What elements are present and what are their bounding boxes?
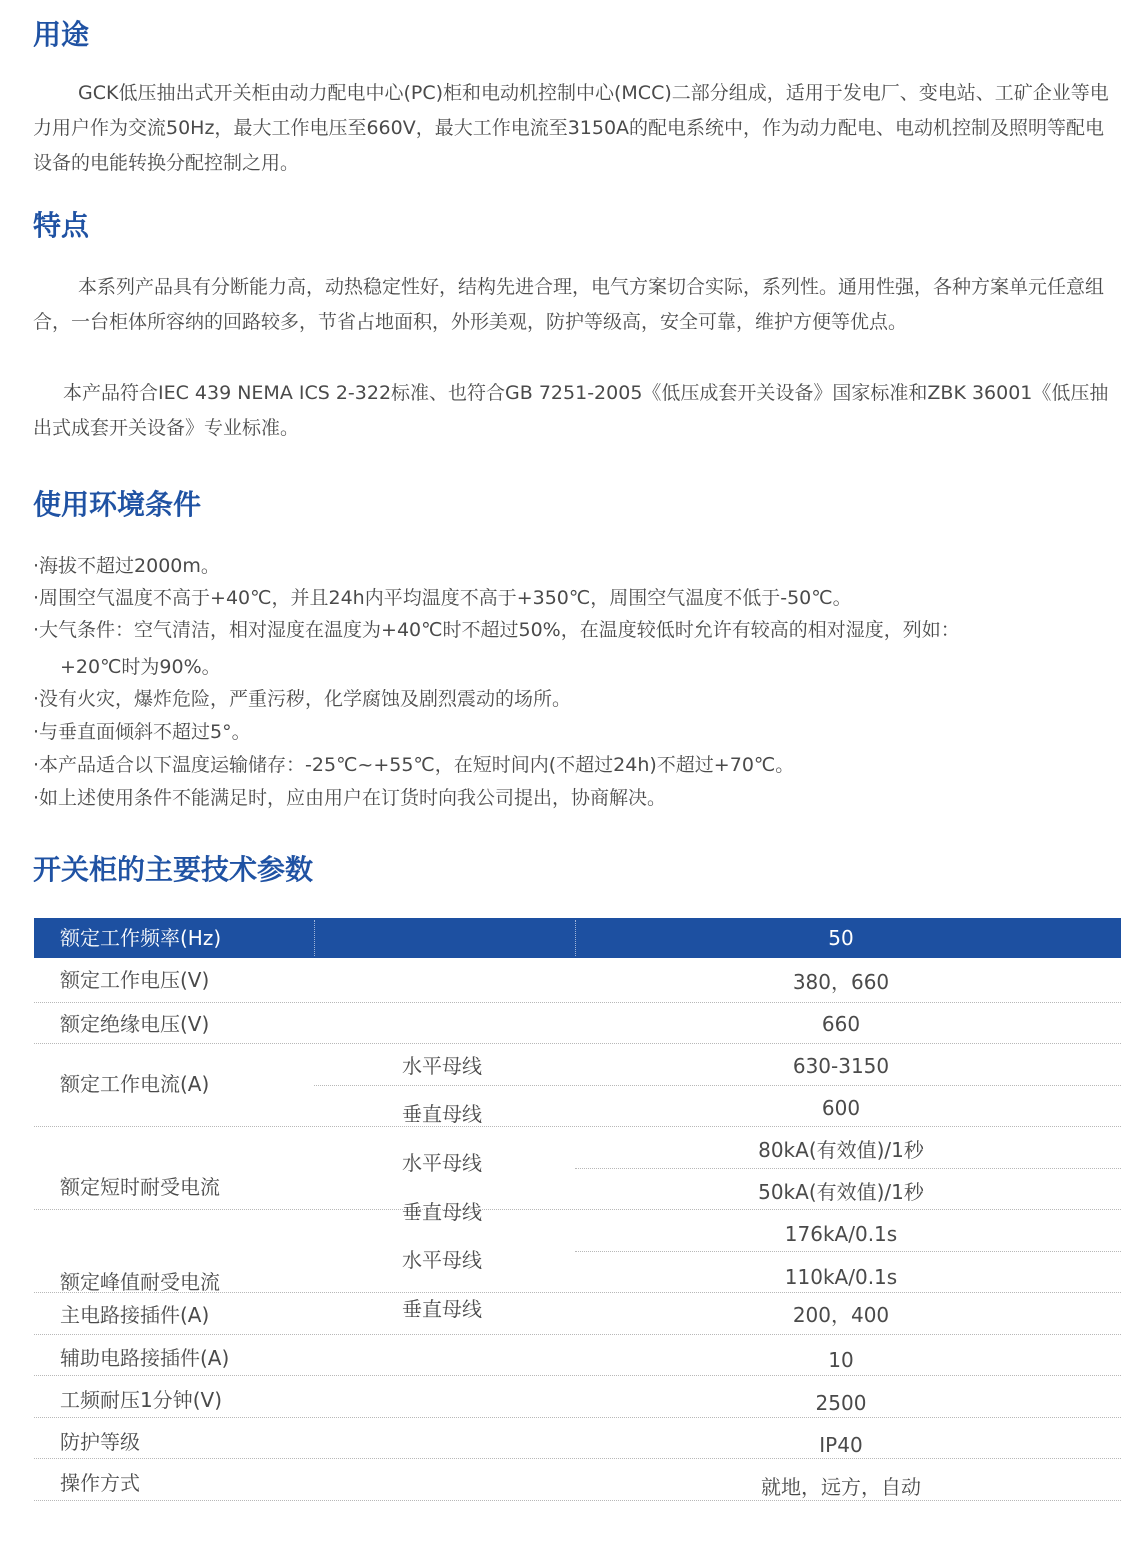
environment-item: +20℃时为90%。 (60, 656, 221, 678)
param-label: 额定工作电压(V) (60, 968, 210, 992)
environment-heading: 使用环境条件 (33, 488, 202, 521)
row-divider (314, 1085, 1121, 1086)
param-value: 200，400 (792, 1303, 890, 1327)
param-value: 630-3150 (792, 1054, 890, 1078)
param-label: 工频耐压1分钟(V) (60, 1388, 223, 1412)
row-divider (34, 1375, 1121, 1376)
param-label: 额定短时耐受电流 (60, 1175, 220, 1199)
param-value: 2500 (815, 1391, 867, 1415)
param-value: 10 (828, 1348, 854, 1372)
param-label: 防护等级 (60, 1430, 140, 1454)
param-label: 辅助电路接插件(A) (60, 1346, 230, 1370)
param-sublabel: 水平母线 (402, 1151, 482, 1175)
param-value: 110kA/0.1s (784, 1265, 898, 1289)
param-value: 660 (821, 1012, 861, 1036)
usage-heading: 用途 (33, 18, 90, 51)
usage-text: GCK低压抽出式开关柜由动力配电中心(PC)柜和电动机控制中心(MCC)二部分组成，适用于发电厂、变电站、工矿企业等电力用户作为交流50Hz，最大工作电压至660V，最大工作电流至3150A的配电系统中，作为动力配电、电动机控制及照明等配电设备的电能转换分配控制之用。 (33, 82, 1109, 174)
environment-item: ·周围空气温度不高于+40℃，并且24h内平均温度不高于+350℃，周围空气温度不低于-50℃。 (33, 587, 852, 609)
header-value: 50 (828, 926, 854, 950)
environment-item: ·如上述使用条件不能满足时，应由用户在订货时向我公司提出，协商解决。 (33, 787, 667, 809)
param-sublabel: 水平母线 (402, 1248, 482, 1272)
param-value: 就地，远方，自动 (761, 1475, 921, 1499)
spec-table (34, 918, 1121, 1506)
row-divider (34, 1334, 1121, 1335)
features-heading: 特点 (33, 209, 90, 242)
row-divider (34, 1043, 1121, 1044)
param-value: IP40 (819, 1433, 863, 1457)
environment-item: ·与垂直面倾斜不超过5°。 (33, 721, 251, 743)
features-text-2: 本产品符合IEC 439 NEMA ICS 2-322标准、也符合GB 7251-2005《低压成套开关设备》国家标准和ZBK 36001《低压抽出式成套开关设备》专业标准。 (33, 382, 1109, 439)
spec-table-header (34, 918, 1121, 958)
row-divider (34, 1209, 1121, 1210)
header-param: 额定工作频率(Hz) (60, 926, 222, 950)
param-sublabel: 垂直母线 (402, 1102, 482, 1126)
param-label: 额定绝缘电压(V) (60, 1012, 210, 1036)
row-divider (34, 1417, 1121, 1418)
param-label: 额定工作电流(A) (60, 1072, 210, 1096)
row-divider (34, 1500, 1121, 1501)
param-label: 额定峰值耐受电流 (60, 1270, 220, 1294)
environment-item: ·没有火灾，爆炸危险，严重污秽，化学腐蚀及剧烈震动的场所。 (33, 688, 572, 710)
environment-item: ·海拔不超过2000m。 (33, 555, 220, 577)
param-label: 操作方式 (60, 1471, 140, 1495)
environment-item: ·本产品适合以下温度运输储存：-25℃~+55℃，在短时间内(不超过24h)不超过+70℃。 (33, 754, 795, 776)
row-divider (34, 1458, 1121, 1459)
param-sublabel: 垂直母线 (402, 1200, 482, 1224)
param-sublabel: 水平母线 (402, 1054, 482, 1078)
param-value: 80kA(有效值)/1秒 (758, 1138, 924, 1162)
row-divider (34, 1126, 1121, 1127)
features-text-1: 本系列产品具有分断能力高，动热稳定性好，结构先进合理，电气方案切合实际，系列性。通用性强，各种方案单元任意组合，一台柜体所容纳的回路较多，节省占地面积，外形美观，防护等级高，安全可靠，维护方便等优点。 (33, 276, 1105, 333)
row-divider (575, 1168, 1121, 1169)
param-value: 50kA(有效值)/1秒 (758, 1180, 924, 1204)
row-divider (34, 1002, 1121, 1003)
row-divider (575, 1251, 1121, 1252)
param-value: 176kA/0.1s (784, 1222, 898, 1246)
param-label: 主电路接插件(A) (60, 1303, 210, 1327)
specs-heading: 开关柜的主要技术参数 (33, 853, 314, 886)
environment-item: ·大气条件：空气清洁，相对湿度在温度为+40℃时不超过50%，在温度较低时允许有较高的相对湿度，列如： (33, 619, 960, 641)
param-value: 380，660 (792, 970, 890, 994)
param-sublabel: 垂直母线 (402, 1297, 482, 1321)
param-value: 600 (821, 1096, 861, 1120)
header-divider (314, 920, 315, 956)
